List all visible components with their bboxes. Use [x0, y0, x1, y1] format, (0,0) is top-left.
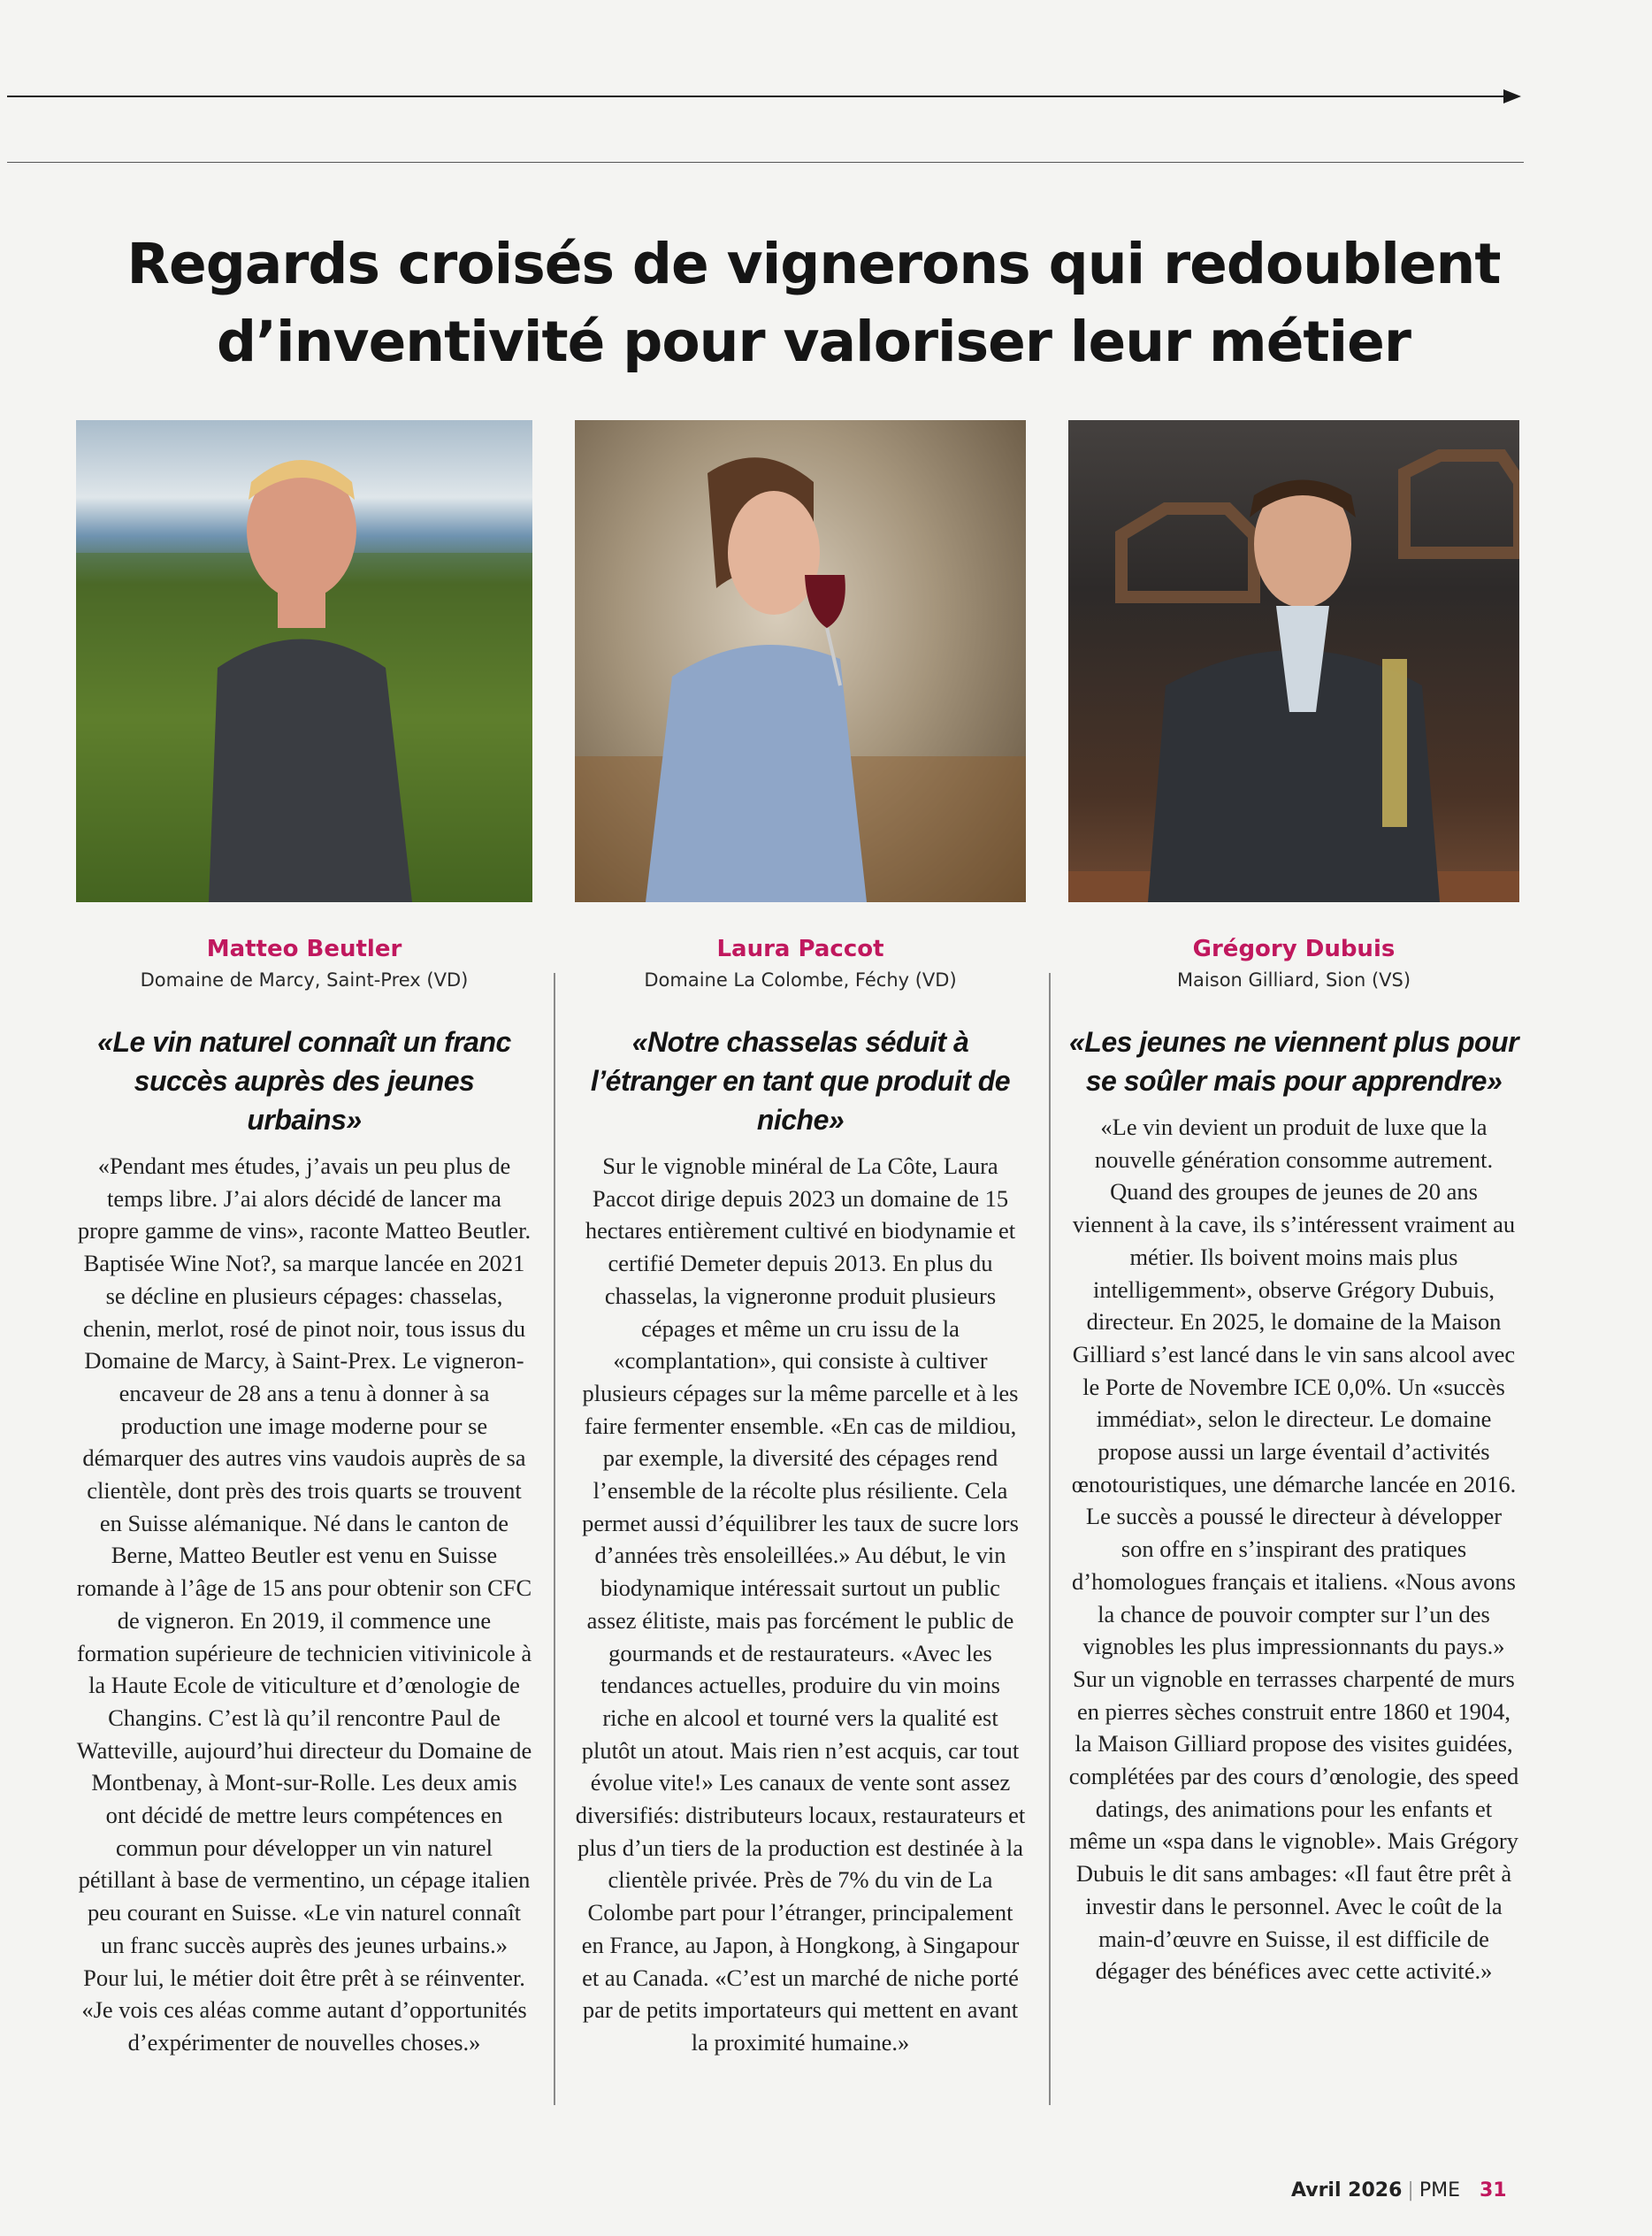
pull-quote: «Les jeunes ne viennent plus pour se soûler mais pour apprendre» [1068, 1026, 1519, 1097]
portrait-illustration [76, 420, 532, 902]
magazine-name: PME [1419, 2179, 1460, 2202]
person-name: Grégory Dubuis [1192, 936, 1396, 962]
column-divider [1049, 973, 1051, 2105]
domain-location: Domaine La Colombe, Féchy (VD) [644, 969, 957, 991]
page-number: 31 [1479, 2179, 1507, 2202]
person-name: Matteo Beutler [206, 936, 402, 962]
portrait-photo-matteo [76, 420, 532, 902]
article-headline: Regards croisés de vignerons qui redoublent d’inventivité pour valoriser leur métier [126, 232, 1501, 374]
portrait-illustration [575, 420, 1026, 902]
pull-quote: «Le vin naturel connaît un franc succès auprès des jeunes urbains» [97, 1026, 511, 1136]
top-rule [7, 96, 1511, 97]
column-divider [554, 973, 555, 2105]
article-body: «Pendant mes études, j’avais un peu plus de temps libre. J’ai alors décidé de lancer ma propre gamme de vins», raconte Matteo Beutler. Baptisée Wine Not?, sa marque lancée en 2021 se décline en plusieurs cépages: chasselas, chenin, merlot, rosé de pinot noir, tous issus du Domaine de Marcy, à Saint-Prex. Le vigneron-encaveur de 28 ans a tenu à donner à sa production une image moderne pour se démarquer des autres vins vaudois auprès de sa clientèle, dont près des trois quarts se trouvent en Suisse alémanique. Né dans le canton de Berne, Matteo Beutler est venu en Suisse romande à l’âge de 15 ans pour obtenir son CFC de vigneron. En 2019, il commence une formation supérieure de technicien vitivinicole à la Haute Ecole de viticulture et d’œnologie de Changins. C’est là qu’il rencontre Paul de Watteville, aujourd’hui directeur du Domaine de Montbenay, à Mont-sur-Rolle. Les deux amis ont décidé de mettre leurs compétences en commun pour développer un vin naturel pétillant à base de vermentino, un cépage italien peu courant en Suisse. «Le vin naturel connaît un franc succès auprès des jeunes urbains.» Pour lui, le métier doit être prêt à se réinventer. «Je vois ces aléas comme autant d’opportunités d’expérimenter de nouvelles choses.» [76, 1152, 532, 2056]
arrow-icon [1503, 89, 1521, 103]
column-gregory [1068, 420, 1519, 1987]
portrait-illustration [1068, 420, 1519, 902]
domain-location: Domaine de Marcy, Saint-Prex (VD) [140, 969, 469, 991]
issue-date: Avril 2026 [1291, 2179, 1403, 2202]
article-body: «Le vin devient un produit de luxe que la nouvelle génération consomme autrement. Quand des groupes de jeunes de 20 ans viennent à la cave, ils s’intéressent vraiment au métier. Ils boivent moins mais plus intelligemment», observe Grégory Dubuis, directeur. En 2025, le domaine de la Maison Gilliard s’est lancé dans le vin sans alcool avec le Porte de Novembre ICE 0,0%. Un «succès immédiat», selon le directeur. Le domaine propose aussi un large éventail d’activités œnotouristiques, une démarche lancée en 2016. Le succès a poussé le directeur à développer son offre en s’inspirant des pratiques d’homologues français et italiens. «Nous avons la chance de pouvoir compter sur l’un des vignobles les plus impressionnants du pays.» Sur un vignoble en terrasses charpenté de murs en pierres sèches construit entre 1860 et 1904, la Maison Gilliard propose des visites guidées, complétées par des cours d’œnologie, des speed datings, des animations pour les enfants et même un «spa dans le vignoble». Mais Grégory Dubuis le dit sans ambages: «Il faut être prêt à investir dans le personnel. Avec le coût de la main-d’œuvre en Suisse, il est difficile de dégager des bénéfices avec cette activité.» [1068, 1114, 1519, 1985]
portrait-photo-gregory [1068, 420, 1519, 902]
article-body: Sur le vignoble minéral de La Côte, Laura Paccot dirige depuis 2023 un domaine de 15 hectares entièrement cultivé en biodynamie et certifié Demeter depuis 2013. En plus du chasselas, la vigneronne produit plusieurs cépages et même un cru issu de la «complantation», qui consiste à cultiver plusieurs cépages sur la même parcelle et à les faire fermenter ensemble. «En cas de mildiou, par exemple, la diversité des cépages rend l’ensemble de la récolte plus résiliente. Cela permet aussi d’équilibrer les taux de sucre lors d’années très ensoleillées.» Au début, le vin biodynamique intéressait surtout un public assez élitiste, mais pas forcément le public de gourmands et de restaurateurs. «Avec les tendances actuelles, produire du vin moins riche en alcool et tourné vers la qualité est plutôt un atout. Mais rien n’est acquis, car tout évolue vite!» Les canaux de vente sont assez diversifiés: distributeurs locaux, restaurateurs et plus d’un tiers de la production est destinée à la clientèle privée. Près de 7% du vin de La Colombe part pour l’étranger, principalement en France, au Japon, à Hongkong, à Singapour et au Canada. «C’est un marché de niche porté par de petits importateurs qui mettent en avant la proximité humaine.» [575, 1152, 1026, 2056]
footer-separator: | [1407, 2179, 1414, 2202]
pull-quote: «Notre chasselas séduit à l’étranger en tant que produit de niche» [590, 1026, 1011, 1136]
page-footer [1291, 2179, 1539, 2202]
column-matteo [76, 420, 532, 2059]
header-rule [7, 162, 1524, 163]
person-name: Laura Paccot [716, 936, 884, 962]
column-laura [575, 420, 1026, 2059]
domain-location: Maison Gilliard, Sion (VS) [1176, 969, 1411, 991]
portrait-photo-laura [575, 420, 1026, 902]
